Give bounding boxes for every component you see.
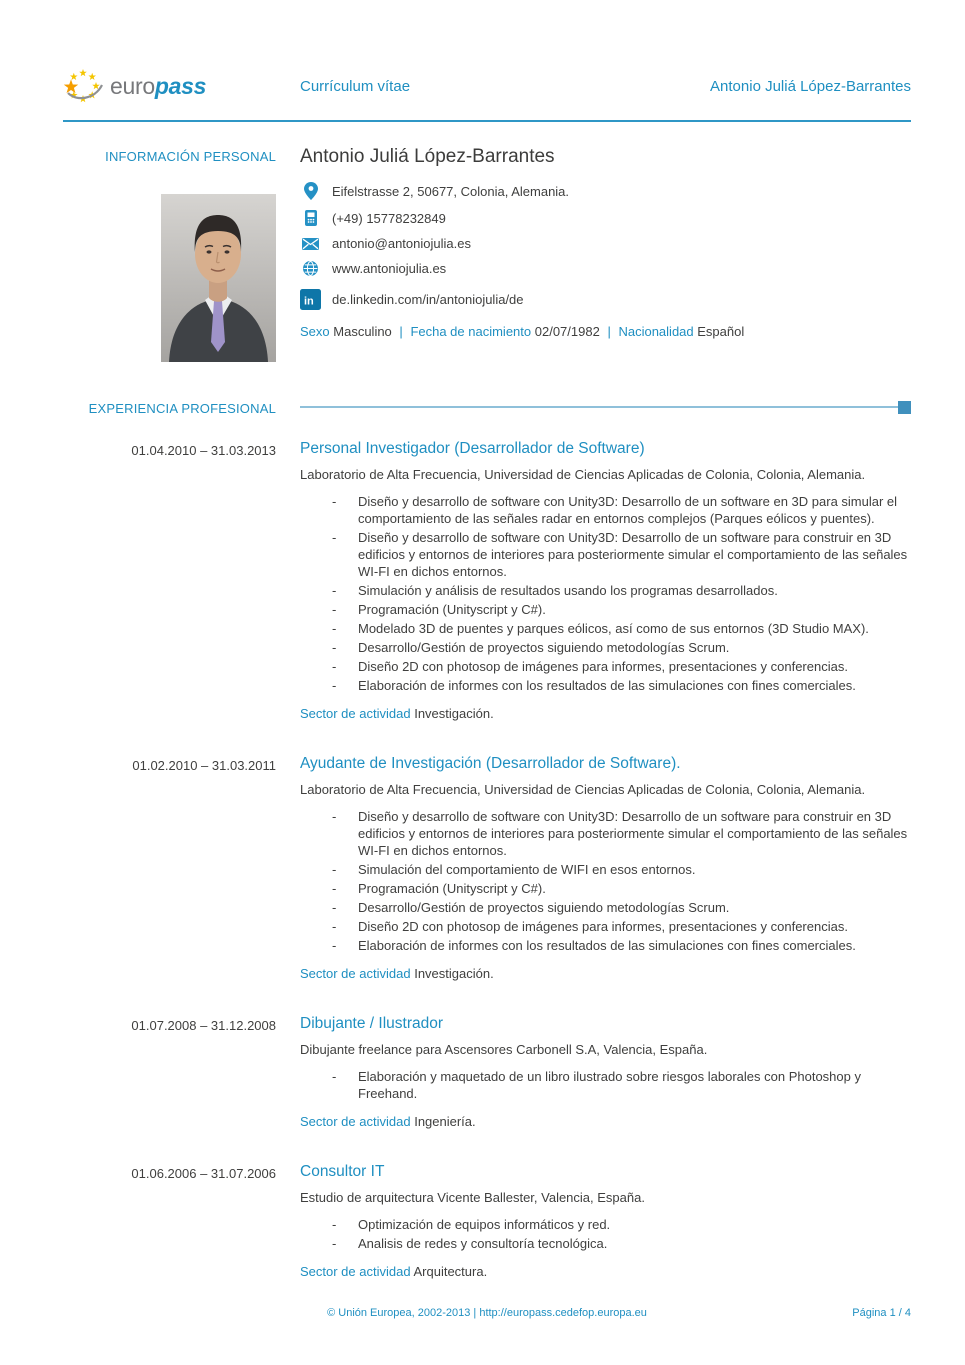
sector-value: Investigación. bbox=[414, 706, 494, 721]
bullet-item: - Diseño y desarrollo de software con Unity3D: Desarrollo de un software en 3D para simular el comportamiento de las señales radar en entornos complejos (Parques eólicos y puentes). bbox=[330, 493, 911, 527]
linkedin-icon bbox=[300, 289, 321, 310]
address-text: Eifelstrasse 2, 50677, Colonia, Alemania. bbox=[332, 183, 570, 199]
entry-dates: 01.02.2010 – 31.03.2011 bbox=[132, 758, 276, 773]
entry-bullets bbox=[300, 1216, 911, 1252]
entry-employer: Laboratorio de Alta Frecuencia, Universidad de Ciencias Aplicadas de Colonia, Colonia, Alemania. bbox=[300, 782, 866, 797]
europass-stars-icon bbox=[63, 66, 107, 106]
personal-info-section bbox=[63, 146, 911, 362]
entry-dates: 01.04.2010 – 31.03.2013 bbox=[131, 443, 276, 458]
entry-title: Dibujante / Ilustrador bbox=[300, 1015, 444, 1032]
bullet-item: - Diseño y desarrollo de software con Unity3D: Desarrollo de un software para construir en 3D edificios y entornos de interiores para posteriormente simular el comportamiento de las señales WI-FI en dichos entornos. bbox=[330, 808, 911, 859]
section-rule bbox=[300, 401, 911, 414]
email-envelope-icon bbox=[300, 238, 321, 250]
birth-label: Fecha de nacimiento bbox=[410, 324, 532, 339]
website-text[interactable]: www.antoniojulia.es bbox=[332, 261, 447, 276]
svg-text:in: in bbox=[304, 295, 314, 308]
entry-employer: Laboratorio de Alta Frecuencia, Universidad de Ciencias Aplicadas de Colonia, Colonia, Alemania. bbox=[300, 467, 866, 482]
sector-label: Sector de actividad bbox=[300, 1114, 411, 1129]
entry-body bbox=[300, 755, 911, 981]
sector-value: Ingeniería. bbox=[414, 1114, 476, 1129]
sex-value: Masculino bbox=[333, 324, 392, 339]
entry-employer: Estudio de arquitectura Vicente Ballester, Valencia, España. bbox=[300, 1190, 645, 1205]
entry-title: Ayudante de Investigación (Desarrollador de Software). bbox=[300, 755, 681, 772]
entry-employer: Dibujante freelance para Ascensores Carbonell S.A, Valencia, España. bbox=[300, 1042, 708, 1057]
photo-wrap bbox=[63, 194, 276, 362]
entry-sector bbox=[300, 966, 911, 981]
experience-section-label: EXPERIENCIA PROFESIONAL bbox=[88, 401, 276, 416]
portrait-photo bbox=[161, 194, 276, 362]
demographics-line bbox=[300, 324, 911, 339]
sector-value: Investigación. bbox=[414, 966, 494, 981]
entry-dates: 01.07.2008 – 31.12.2008 bbox=[131, 1018, 276, 1033]
experience-entry bbox=[63, 755, 911, 981]
email-row bbox=[300, 236, 911, 251]
phone-text: (+49) 15778232849 bbox=[332, 210, 446, 226]
entry-title: Personal Investigador (Desarrollador de Software) bbox=[300, 440, 645, 457]
bullet-item: - Simulación del comportamiento de WIFI en esos entornos. bbox=[330, 861, 911, 878]
phone-row bbox=[300, 210, 911, 226]
entry-sector bbox=[300, 1264, 911, 1279]
entry-sector bbox=[300, 1114, 911, 1129]
experience-entry bbox=[63, 1015, 911, 1129]
bullet-item: - Diseño y desarrollo de software con Unity3D: Desarrollo de un software para construir en 3D edificios y entornos de interiores para posteriormente simular el comportamiento de las señales WI-FI en dichos entornos. bbox=[330, 529, 911, 580]
bullet-item: - Analisis de redes y consultoría tecnológica. bbox=[330, 1235, 911, 1252]
experience-entry bbox=[63, 440, 911, 721]
nationality-label: Nacionalidad bbox=[618, 324, 694, 339]
page-header bbox=[63, 64, 911, 108]
bullet-item: - Elaboración de informes con los resultados de las simulaciones con fines comerciales. bbox=[330, 937, 911, 954]
bullet-item: - Elaboración y maquetado de un libro ilustrado sobre riesgos laborales con Photoshop y Freehand. bbox=[330, 1068, 911, 1102]
section-rule-line bbox=[300, 406, 898, 408]
personal-right-column bbox=[300, 146, 911, 362]
sector-value: Arquitectura. bbox=[413, 1264, 488, 1279]
entry-dates: 01.06.2006 – 31.07.2006 bbox=[131, 1166, 276, 1181]
experience-entry bbox=[63, 1163, 911, 1279]
bullet-item: - Programación (Unityscript y C#). bbox=[330, 601, 911, 618]
linkedin-row bbox=[300, 289, 911, 310]
footer-page-number: Página 1 / 4 bbox=[852, 1307, 911, 1319]
section-rule-square bbox=[898, 401, 911, 414]
bullet-item: - Diseño 2D con photosop de imágenes para informes, presentaciones y conferencias. bbox=[330, 918, 911, 935]
entry-sector bbox=[300, 706, 911, 721]
entry-body bbox=[300, 440, 911, 721]
bullet-item: - Elaboración de informes con los resultados de las simulaciones con fines comerciales. bbox=[330, 677, 911, 694]
entry-bullets bbox=[300, 808, 911, 954]
sector-label: Sector de actividad bbox=[300, 706, 411, 721]
logo-pass-text: pass bbox=[154, 72, 207, 99]
page-footer bbox=[63, 1307, 911, 1319]
linkedin-text[interactable]: de.linkedin.com/in/antoniojulia/de bbox=[332, 292, 524, 307]
phone-icon bbox=[300, 210, 321, 226]
email-text[interactable]: antonio@antoniojulia.es bbox=[332, 236, 471, 251]
personal-section-label: INFORMACIÓN PERSONAL bbox=[105, 149, 276, 164]
europass-logo bbox=[63, 66, 276, 106]
nationality-value: Español bbox=[697, 324, 745, 339]
contact-list bbox=[300, 182, 911, 310]
website-row bbox=[300, 261, 911, 276]
header-owner-name: Antonio Juliá López-Barrantes bbox=[710, 77, 911, 95]
header-rule bbox=[63, 120, 911, 122]
entry-title: Consultor IT bbox=[300, 1163, 385, 1180]
entry-bullets bbox=[300, 1068, 911, 1102]
bullet-item: - Desarrollo/Gestión de proyectos siguiendo metodologías Scrum. bbox=[330, 899, 911, 916]
birth-value: 02/07/1982 bbox=[534, 324, 600, 339]
sector-label: Sector de actividad bbox=[300, 966, 411, 981]
globe-icon bbox=[300, 261, 321, 276]
entry-bullets bbox=[300, 493, 911, 694]
sex-label: Sexo bbox=[300, 324, 330, 339]
logo-euro-text: euro bbox=[110, 72, 155, 99]
location-pin-icon bbox=[300, 182, 321, 200]
experience-section-header bbox=[63, 398, 911, 416]
bullet-item: - Diseño 2D con photosop de imágenes para informes, presentaciones y conferencias. bbox=[330, 658, 911, 675]
bullet-item: - Simulación y análisis de resultados usando los programas desarrollados. bbox=[330, 582, 911, 599]
sector-label: Sector de actividad bbox=[300, 1264, 411, 1279]
entry-body bbox=[300, 1015, 911, 1129]
bullet-item: - Desarrollo/Gestión de proyectos siguiendo metodologías Scrum. bbox=[330, 639, 911, 656]
europass-logo-text bbox=[110, 72, 207, 99]
footer-copyright: © Unión Europea, 2002-2013 | http://europass.cedefop.europa.eu bbox=[327, 1307, 647, 1319]
separator: | bbox=[399, 324, 403, 339]
bullet-item: - Programación (Unityscript y C#). bbox=[330, 880, 911, 897]
bullet-item: - Optimización de equipos informáticos y red. bbox=[330, 1216, 911, 1233]
document-title: Currículum vítae bbox=[300, 77, 411, 95]
personal-left-column bbox=[63, 146, 276, 362]
address-row bbox=[300, 182, 911, 200]
entry-body bbox=[300, 1163, 911, 1279]
person-name: Antonio Juliá López-Barrantes bbox=[300, 146, 555, 167]
separator: | bbox=[607, 324, 611, 339]
bullet-item: - Modelado 3D de puentes y parques eólicos, así como de sus entornos (3D Studio MAX). bbox=[330, 620, 911, 637]
